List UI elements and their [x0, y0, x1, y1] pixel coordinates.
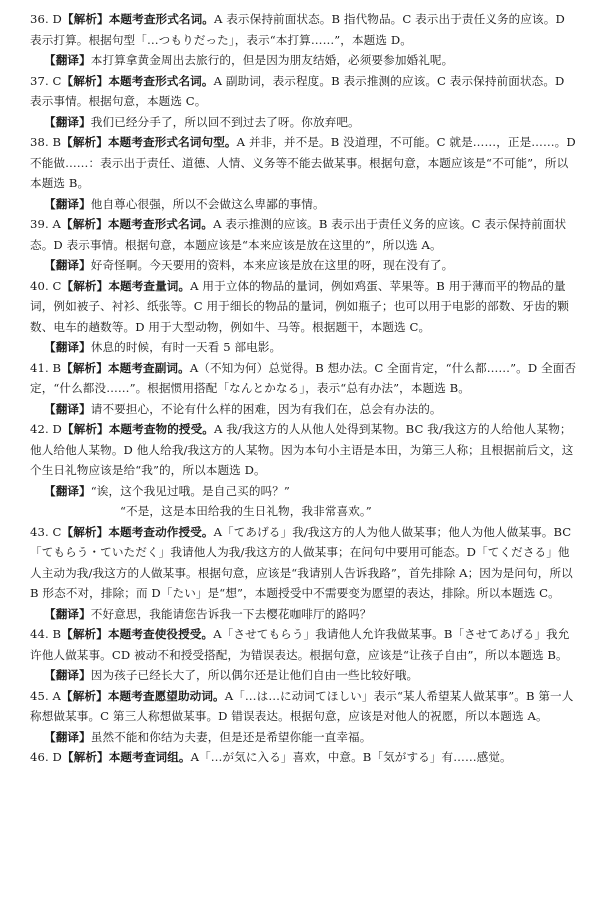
translation-tag: 【翻译】 [44, 53, 91, 67]
topic-heading: 本题考查使役授受。 [107, 627, 214, 641]
analysis-tag: 【解析】 [61, 217, 108, 231]
translation-tag: 【翻译】 [44, 668, 91, 682]
analysis-tag: 【解析】 [61, 12, 109, 26]
question-number: 45. [30, 688, 49, 703]
question-explanation [30, 132, 577, 194]
question-explanation [30, 419, 577, 481]
topic-heading: 本题考查形式名词。 [107, 217, 214, 231]
translation-text: 我们已经分手了，所以回不到过去了呀。你放弃吧。 [90, 114, 360, 129]
topic-heading: 本题考查愿望助动词。 [107, 688, 225, 703]
translation-text: 请不要担心，不论有什么样的困难，因为有我们在，总会有办法的。 [90, 401, 442, 416]
translation-text: “诶，这个我见过哦。是自己买的吗？” [90, 483, 290, 498]
answer-letter: C [52, 278, 62, 293]
topic-heading: 本题考查形式名词。 [108, 12, 214, 26]
translation-tag: 【翻译】 [44, 258, 91, 272]
topic-heading: 本题考查副词。 [107, 360, 190, 375]
question-number: 41. [30, 360, 49, 375]
question-number: 40. [30, 278, 49, 293]
topic-heading: 本题考查形式名词句型。 [107, 135, 237, 149]
question-explanation [30, 624, 577, 665]
answer-letter: D [52, 422, 62, 436]
analysis-text: A「てあげる」我/我这方的人为他人做某事；他人为他人做某事。BC「てもらう・ていただく」我请他人为我/我这方的人做某事；在问句中要用可能态。D「てくださる」他人主动为我/我这方的人做某事。根据句意，应该是“我请别人告诉我路”，首先排除 A；因为是问句，所以 B 形态不对，排除；而 D「たい」是“想”，本题授受中不需要变为愿望的表达，排除。所以本题选 C。 [30, 524, 573, 600]
explanation-item [30, 686, 577, 748]
translation [30, 255, 577, 276]
explanation-item [30, 214, 577, 276]
topic-heading: 本题考查形式名词。 [108, 73, 214, 88]
analysis-tag: 【解析】 [61, 135, 108, 149]
analysis-tag: 【解析】 [61, 360, 108, 375]
question-number: 43. [30, 524, 49, 539]
question-explanation [30, 9, 577, 50]
translation-text: 因为孩子已经长大了，所以偶尔还是让他们自由一些比较好哦。 [90, 668, 419, 682]
translation [30, 50, 577, 71]
translation [30, 481, 577, 502]
analysis-tag: 【解析】 [61, 627, 108, 641]
translation-tag: 【翻译】 [44, 606, 91, 621]
translation-tag: 【翻译】 [44, 340, 91, 354]
question-explanation [30, 214, 577, 255]
translation [30, 399, 577, 420]
analysis-text: A「…は…に动词てほしい」表示“某人希望某人做某事”。B 第一人称想做某事。C 第三人称想做某事。D 错误表达。根据句意，应该是对他人的祝愿，所以本题选 A。 [30, 688, 574, 723]
analysis-text: A 我/我这方的人从他人处得到某物。BC 我/我这方的人给他人某物；他人给他人某物。D 他人给我/我这方的人某物。因为本句小主语是本田，为第三人称；且根据前后文，这个生日礼物应该是给“我”的，所以本题选 D。 [30, 422, 574, 477]
answer-letter: A [52, 688, 62, 703]
question-explanation [30, 747, 577, 768]
analysis-text: A「…が気に入る」喜欢，中意。B「気がする」有……感觉。 [190, 750, 512, 764]
translation-text: 本打算拿黄金周出去旅行的，但是因为朋友结婚，必须要参加婚礼呢。 [90, 53, 454, 67]
explanation-item [30, 419, 577, 522]
analysis-text: A 表示推测的应该。B 表示出于责任义务的应该。C 表示保持前面状态。D 表示事情。根据句意，本题应该是“本来应该是放在这里的”，所以选 A。 [30, 217, 567, 252]
translation-tag: 【翻译】 [44, 114, 91, 129]
translation-text: 休息的时候，有时一天看 5 部电影。 [90, 340, 282, 354]
explanation-item [30, 71, 577, 133]
analysis-tag: 【解析】 [61, 278, 109, 293]
translation-text: 虽然不能和你结为夫妻，但是还是希望你能一直幸福。 [90, 729, 372, 744]
translation-dialog-line: “不是，这是本田给我的生日礼物，我非常喜欢。” [120, 504, 372, 518]
analysis-tag: 【解析】 [61, 422, 109, 436]
analysis-tag: 【解析】 [61, 688, 108, 703]
answer-letter: C [52, 524, 62, 539]
question-number: 39. [30, 217, 49, 231]
question-number: 37. [30, 73, 49, 88]
translation-tag: 【翻译】 [44, 196, 91, 211]
explanation-item [30, 624, 577, 686]
translation [30, 194, 577, 215]
explanation-item [30, 276, 577, 358]
translation [30, 112, 577, 133]
answer-letter: D [52, 750, 62, 764]
analysis-text: A 副助词，表示程度。B 表示推测的应该。C 表示保持前面状态。D 表示事情。根据句意，本题选 C。 [30, 73, 565, 108]
question-number: 42. [30, 422, 49, 436]
translation-tag: 【翻译】 [44, 729, 91, 744]
topic-heading: 本题考查词组。 [108, 750, 191, 764]
explanation-item [30, 747, 577, 768]
question-explanation [30, 358, 577, 399]
analysis-text: A（不知为何）总觉得。B 想办法。C 全面肯定，“什么都……”。D 全面否定，“什么都没……”。根据惯用搭配「なんとかなる」，表示“总有办法”，本题选 B。 [30, 360, 577, 395]
question-number: 36. [30, 12, 49, 26]
translation [30, 727, 577, 748]
analysis-text: A 表示保持前面状态。B 指代物品。C 表示出于责任义务的应该。D 表示打算。根据句型「…つもりだった」，表示“本打算……”，本题选 D。 [30, 12, 565, 47]
translation [30, 337, 577, 358]
question-explanation [30, 686, 577, 727]
analysis-tag: 【解析】 [61, 750, 109, 764]
answer-letter: B [52, 360, 62, 375]
topic-heading: 本题考查动作授受。 [108, 524, 214, 539]
question-explanation [30, 71, 577, 112]
translation-text: 不好意思，我能请您告诉我一下去樱花咖啡厅的路吗？ [90, 606, 372, 621]
translation [30, 604, 577, 625]
translation-text: 好奇怪啊。今天要用的资料，本来应该是放在这里的呀，现在没有了。 [90, 258, 454, 272]
question-explanation [30, 522, 577, 604]
analysis-tag: 【解析】 [61, 73, 109, 88]
topic-heading: 本题考查物的授受。 [108, 422, 214, 436]
question-number: 46. [30, 750, 49, 764]
analysis-text: A 用于立体的物品的量词，例如鸡蛋、苹果等。B 用于薄而平的物品的量词，例如被子、衬衫、纸张等。C 用于细长的物品的量词，例如瓶子；也可以用于电影的部数、牙齿的颗数、电车的趟数等。D 用于大型动物，例如牛、马等。根据题干，本题选 C。 [30, 278, 569, 334]
question-number: 38. [30, 135, 49, 149]
answer-letter: D [52, 12, 62, 26]
explanation-list [30, 9, 577, 768]
translation-text: 他自尊心很强，所以不会做这么卑鄙的事情。 [90, 196, 325, 211]
answer-letter: B [52, 627, 62, 641]
explanation-item [30, 9, 577, 71]
answer-letter: B [52, 135, 62, 149]
analysis-text: A 并非，并不是。B 没道理，不可能。C 就是……，正是……。D 不能做……：表示出于责任、道德、人情、义务等不能去做某事。根据句意，本题应该是“不可能”，所以本题选 B。 [30, 135, 576, 190]
translation-tag: 【翻译】 [44, 401, 91, 416]
explanation-item [30, 358, 577, 420]
explanation-item [30, 522, 577, 625]
topic-heading: 本题考查量词。 [108, 278, 191, 293]
analysis-tag: 【解析】 [61, 524, 109, 539]
question-number: 44. [30, 627, 49, 641]
translation [30, 665, 577, 686]
analysis-text: A「させてもらう」我请他人允许我做某事。B「させてあげる」我允许他人做某事。CD 被动不和授受搭配，为错误表达。根据句意，应该是“让孩子自由”，所以本题选 B。 [30, 627, 570, 662]
question-explanation [30, 276, 577, 338]
translation-tag: 【翻译】 [44, 483, 91, 498]
answer-letter: C [52, 73, 62, 88]
answer-letter: A [52, 217, 62, 231]
explanation-item [30, 132, 577, 214]
